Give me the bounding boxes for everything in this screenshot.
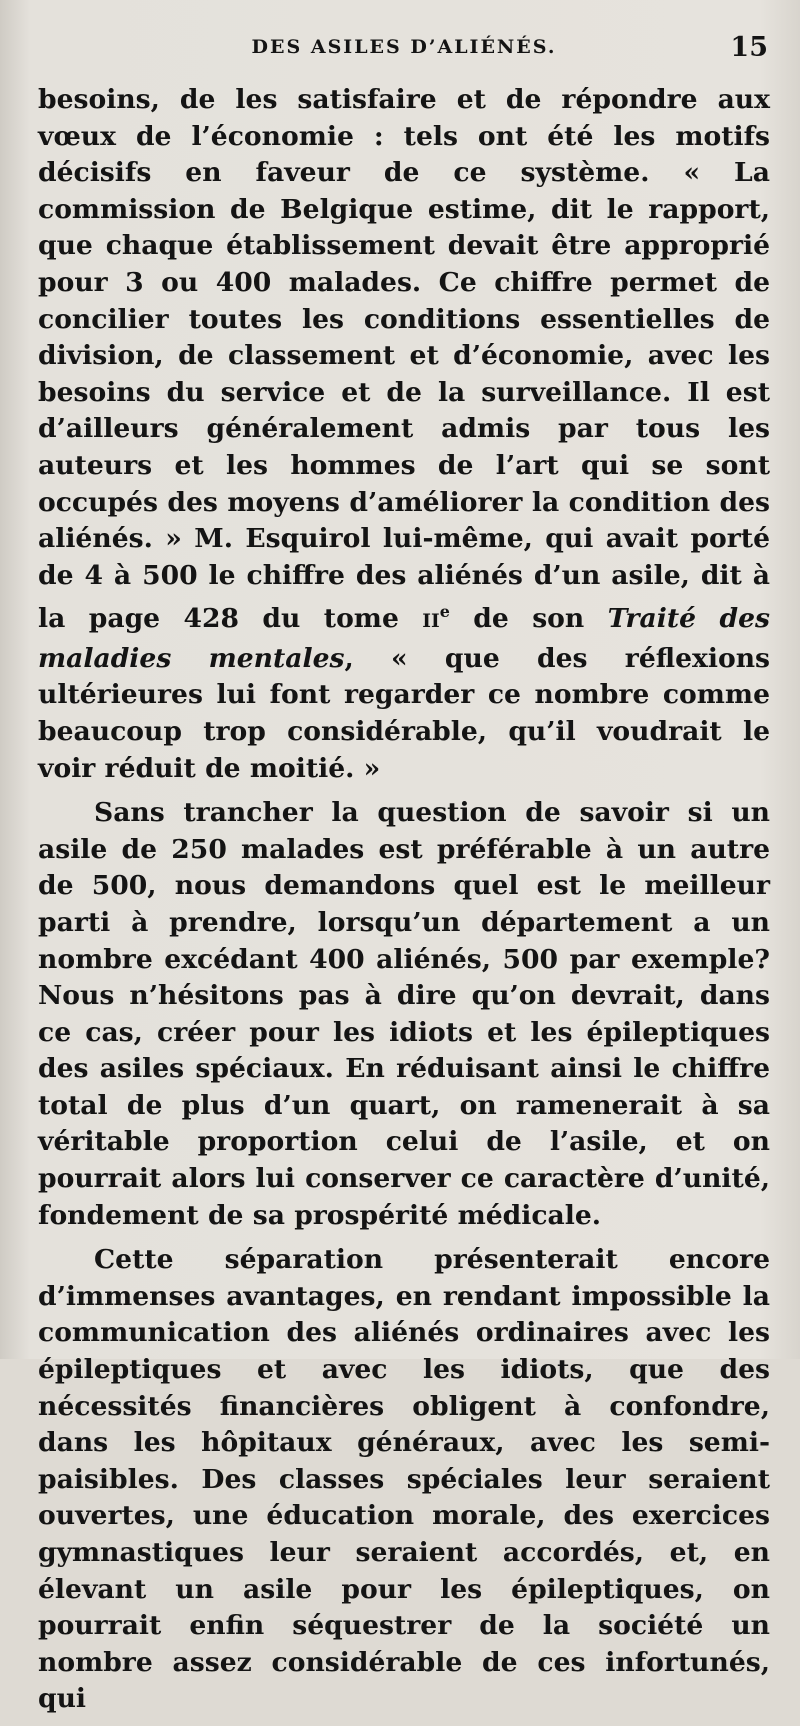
paragraph-1-text: besoins, de les satisfaire et de répondre aux vœux de l’économie : tels ont été les motifs décisifs en faveur de ce système. « La commission de Belgique estime, dit le rapport, que chaque établissement devait être approprié pour 3 ou 400 malades. Ce chiffre permet de concilier toutes les conditions essentielles de division, de classement et d’économie, avec les besoins du service et de la surveillance. Il est d’ailleurs généralement admis par tous les auteurs et les hommes de l’art qui se sont occupés des moyens d’améliorer la condition des aliénés. » M. Esquirol lui-même, qui avait porté de 4 à 500 le chiffre des aliénés d’un asile, dit à la page 428 du tome bbox=[38, 84, 770, 635]
running-title: DES ASILES D’ALIÉNÉS. bbox=[251, 36, 557, 58]
paragraph-2: Sans trancher la question de savoir si un asile de 250 malades est préférable à un autre de 500, nous demandons quel est le meilleur parti à prendre, lorsqu’un département a un nombre excédant 400 aliénés, 500 par exemple? Nous n’hésitons pas à dire qu’on devrait, dans ce cas, créer pour les idiots et les épileptiques des asiles spéciaux. En réduisant ainsi le chiffre total de plus d’un quart, on ramenerait à sa véritable proportion celui de l’asile, et on pourrait alors lui conserver ce caractère d’unité, fondement de sa prospérité médicale. bbox=[38, 797, 770, 1231]
book-title: Traité des maladies mentales bbox=[38, 603, 770, 674]
paragraph-1-text-c: , « que des réflexions ultérieures lui font regarder ce nombre comme beaucoup trop considérable, qu’il voudrait le voir réduit de moitié. » bbox=[38, 642, 770, 784]
paragraph-3: Cette séparation présenterait encore d’immenses avantages, en rendant impossible la communication des aliénés ordinaires avec les épileptiques et avec les idiots, que des nécessités financières obligent à confondre, dans les hôpitaux généraux, avec les semi-paisibles. Des classes spéciales leur seraient ouvertes, une éducation morale, des exercices gymnastiques leur seraient accordés, et, en élevant un asile pour les épileptiques, on pourrait enfin séquestrer de la société un nombre assez considérable de ces infortunés, qui bbox=[38, 1244, 770, 1715]
tome-numeral: II bbox=[422, 611, 440, 633]
paragraph-1 bbox=[38, 82, 770, 787]
tome-suffix: e bbox=[439, 602, 450, 622]
body-text bbox=[38, 82, 770, 1726]
page-number: 15 bbox=[730, 32, 768, 63]
page-header bbox=[38, 32, 770, 76]
paragraph-1-text-b: de son bbox=[449, 603, 608, 635]
